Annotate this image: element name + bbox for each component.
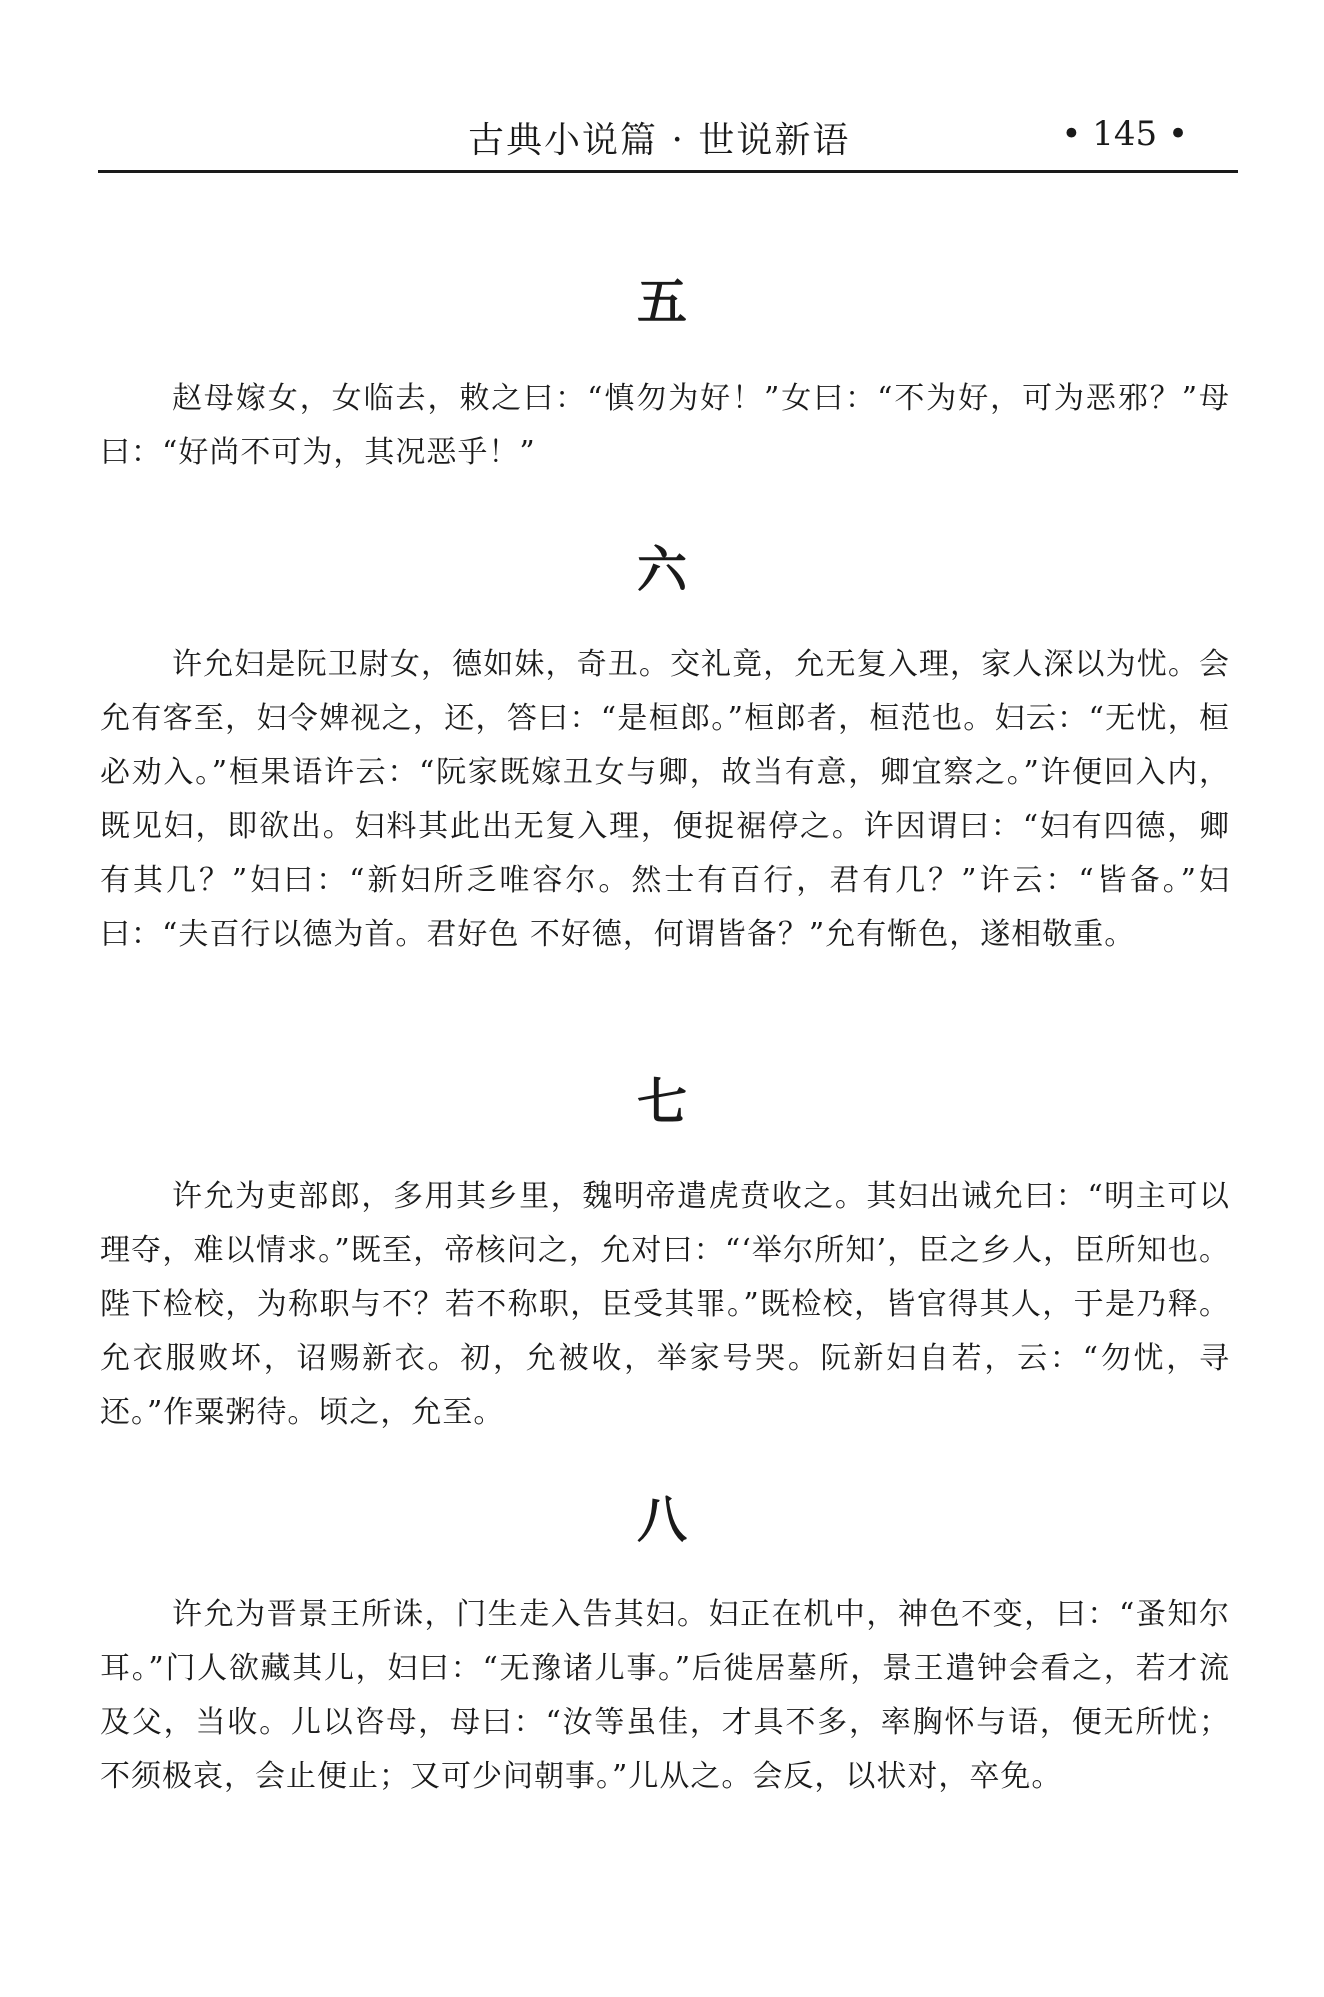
section-paragraph-6: 许允妇是阮卫尉女，德如妹，奇丑。交礼竟，允无复入理，家人深以为忧。会允有客至，妇令婢视之，还，答曰：“是桓郎。”桓郎者，桓范也。妇云：“无忧，桓必劝入。”桓果语许云：“阮家既嫁丑女与卿，故当有意，卿宜察之。”许便回入内，既见妇，即欲出。妇料其此出无复入理，便捉裾停之。许因谓曰：“妇有四德，卿有其几？”妇曰：“新妇所乏唯容尔。然士有百行，君有几？”许云：“皆备。”妇曰：“夫百行以德为首。君好色 不好德，何谓皆备？”允有惭色，遂相敬重。 xyxy=(100,647,1230,952)
section-heading-5: 五 xyxy=(637,272,687,331)
section-heading-7: 七 xyxy=(637,1072,687,1131)
section-heading-6: 六 xyxy=(637,540,687,599)
section-paragraph-7: 许允为吏部郎，多用其乡里，魏明帝遣虎贲收之。其妇出诫允曰：“明主可以理夺，难以情求。”既至，帝核问之，允对曰：“‘举尔所知’，臣之乡人，臣所知也。陛下检校，为称职与不？若不称职，臣受其罪。”既检校，皆官得其人，于是乃释。允衣服败坏，诏赐新衣。初，允被收，举家号哭。阮新妇自若，云：“勿忧，寻还。”作粟粥待。顷之，允至。 xyxy=(100,1179,1230,1430)
section-paragraph-8: 许允为晋景王所诛，门生走入告其妇。妇正在机中，神色不变，曰：“蚤知尔耳。”门人欲藏其儿，妇曰：“无豫诸儿事。”后徙居墓所，景王遣钟会看之，若才流及父，当收。儿以咨母，母曰：“汝等虽佳，才具不多，率胸怀与语，便无所忧；不须极哀，会止便止；又可少问朝事。”儿从之。会反，以状对，卒免。 xyxy=(100,1597,1230,1794)
page-number: • 145 • xyxy=(1061,114,1188,154)
running-title: 古典小说篇 · 世说新语 xyxy=(468,120,851,161)
section-paragraph-5: 赵母嫁女，女临去，敕之曰：“慎勿为好！”女曰：“不为好，可为恶邪？”母曰：“好尚不可为，其况恶乎！” xyxy=(100,381,1230,470)
page-header xyxy=(98,100,1238,173)
section-heading-8: 八 xyxy=(637,1490,687,1549)
